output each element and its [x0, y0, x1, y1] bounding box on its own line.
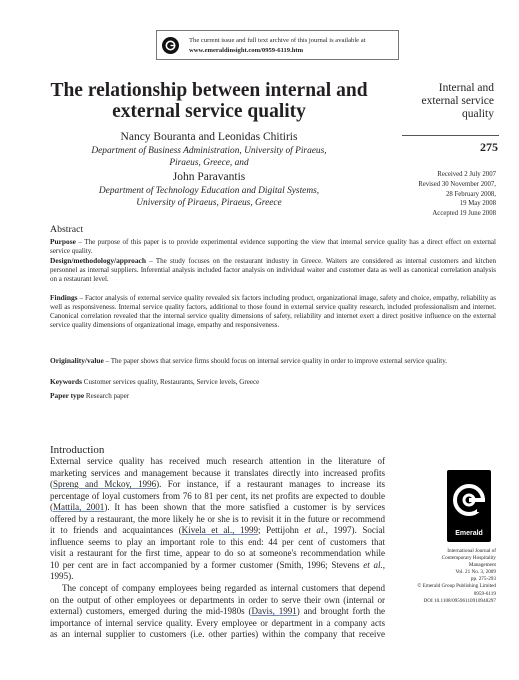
- body-line: (Mattila, 2001). It has been shown that the more satisfied a customer is by services: [50, 502, 386, 513]
- body-line: 1995).: [50, 571, 74, 582]
- body-line: as an internal supplier to customers (i.e. other parties) within the company that receive: [50, 629, 385, 640]
- abstract-purpose: [50, 237, 496, 256]
- keywords-text: Customer services quality, Restaurants, Service levels, Greece: [82, 378, 260, 386]
- body-text: it to friends and acquaintances (: [50, 525, 182, 536]
- body-line: influence seems to play an important role to this end: 44 per cent of customers that: [50, 536, 385, 547]
- keywords: [50, 377, 259, 386]
- submission-dates: [395, 170, 496, 219]
- banner-text: The current issue and full text archive of this journal is available at: [189, 37, 366, 44]
- body-line: on the output of other employees or departments in order to serve their own (internal or: [50, 594, 385, 605]
- keywords-label: Keywords: [50, 377, 83, 386]
- date-line: Received 2 July 2007: [437, 171, 496, 178]
- journal-info-line: pp. 275-293: [470, 576, 496, 583]
- journal-info-line: © Emerald Group Publishing Limited: [417, 583, 496, 590]
- affiliation-2-line-1: Department of Technology Education and Digital Systems,: [98, 186, 320, 196]
- paper-type-text: Research paper: [84, 392, 130, 400]
- body-line: [50, 606, 385, 618]
- body-text: ). It has been shown that the more satisfied a customer is by services: [104, 502, 386, 513]
- body-line: [50, 525, 385, 537]
- running-title-line: external service: [421, 95, 494, 107]
- body-line: importance of internal service quality. Every employee or department in a company acts: [50, 617, 385, 628]
- journal-archive-banner: [156, 30, 399, 60]
- journal-info-line: Vol. 21 No. 3, 2009: [455, 569, 496, 576]
- purpose-label: Purpose: [50, 237, 76, 246]
- body-line: External service quality has received much research attention in the literature of: [50, 456, 385, 466]
- emerald-logo-text: Emerald: [455, 530, 483, 537]
- citation-link[interactable]: Mattila, 2001: [53, 502, 105, 513]
- journal-info-line: International Journal of: [447, 548, 496, 554]
- findings-label: Findings: [50, 293, 78, 302]
- paper-type: [50, 391, 129, 400]
- body-line: The concept of company employees being regarded as internal customers that depend: [62, 583, 385, 594]
- abstract-findings: [50, 293, 496, 330]
- emerald-logo-icon: [162, 37, 179, 54]
- journal-info-line: 0959-6119: [473, 590, 496, 597]
- body-line: (Spreng and Mckoy, 1996). For instance, if a restaurant manages to increase its: [50, 479, 385, 490]
- introduction-heading: Introduction: [50, 444, 105, 456]
- purpose-text: – The purpose of this paper is to provide experimental evidence supporting the view that internal service quality has a direct effect on external service quality.: [50, 238, 496, 256]
- journal-info-line: Management: [468, 562, 496, 569]
- design-text: – The study focuses on the restaurant industry in Greece. Waiters are considered as internal customers and kitchen personnel as internal suppliers. Inferential analysis included factor analysis on individual waiter and customer data as well as canonical correlation analysis on a restaurant level.: [50, 257, 496, 284]
- citation-link[interactable]: Davis, 1991: [251, 606, 297, 617]
- body-line: offered by a restaurant, the more likely he or she is to revisit it in the future or recommend: [50, 513, 385, 524]
- citation-link[interactable]: Spreng and Mckoy, 1996: [53, 479, 157, 490]
- body-text: ) and brought forth the: [296, 606, 386, 617]
- abstract-originality: [50, 356, 496, 366]
- body-text: , 1997). Social: [325, 525, 385, 536]
- abstract-design: [50, 256, 496, 284]
- date-line: Revised 30 November 2007,: [418, 180, 496, 188]
- banner-url-link[interactable]: www.emeraldinsight.com/0959-6119.htm: [189, 47, 304, 54]
- body-text: 10 per cent are in fact accompanied by a former customer (Smith, 1996; Stevens: [50, 559, 364, 570]
- body-line: visit a restaurant for the first time, appear to do so at someone's recommendation while: [50, 548, 385, 559]
- body-text: et al.: [304, 525, 326, 536]
- introduction-body: [50, 456, 385, 641]
- journal-info-line: DOI 10.1108/09596110910948297: [423, 597, 496, 604]
- author-names-2: John Paravantis: [172, 171, 246, 183]
- running-title: [402, 82, 494, 121]
- date-line: Accepted 19 June 2008: [432, 210, 496, 218]
- design-label: Design/methodology/approach: [50, 256, 146, 265]
- body-text: ,: [382, 559, 386, 570]
- paper-type-label: Paper type: [50, 391, 85, 400]
- originality-label: Originality/value: [50, 356, 104, 365]
- page-number: 275: [480, 140, 498, 154]
- date-line: 28 February 2008,: [445, 190, 496, 198]
- body-text: external) customers, emerged during the mid-1980s (: [50, 606, 252, 617]
- affiliation-1-line-1: Department of Business Administration, University of Piraeus,: [91, 146, 327, 156]
- body-text: ). For instance, if a restaurant manages to increase its: [156, 479, 385, 490]
- running-title-line: Internal and: [438, 82, 494, 94]
- journal-info-line: Contemporary Hospitality: [441, 555, 496, 562]
- body-line: percentage of loyal customers from 76 to 81 per cent, its net profits are expected to double: [50, 490, 385, 501]
- divider: [402, 135, 499, 136]
- citation-link[interactable]: Kivela et al., 1999: [181, 525, 259, 536]
- body-line: marketing services and management because it translates directly into increased profits: [50, 467, 385, 478]
- date-line: 19 May 2008: [459, 200, 496, 208]
- journal-citation-info: [380, 548, 496, 605]
- findings-text: – Factor analysis of external service quality revealed six factors including product, organizational image, safety and choice, empathy, reliability as well as responsiveness. Internal service quality factors, additional to those found in external service quality research, included professionalism and internet. Canonical correlation revealed that the internal service quality dimensions of safety, reliability and internet exert a direct positive influence on the external service quality dimensions of organizational image, empathy and responsiveness.: [50, 294, 496, 330]
- running-title-line: quality: [462, 108, 494, 120]
- body-text: et al.: [363, 559, 383, 570]
- originality-text: – The paper shows that service firms should focus on internal service quality in order to improve external service quality.: [103, 357, 448, 365]
- emerald-publisher-logo: [447, 470, 491, 542]
- emerald-e-icon: [447, 474, 491, 530]
- affiliation-2-line-2: University of Piraeus, Piraeus, Greece: [136, 198, 282, 208]
- paper-title: The relationship between internal and external service quality: [50, 80, 368, 122]
- author-names-1: Nancy Bouranta and Leonidas Chitiris: [120, 131, 298, 143]
- body-text: ; Pettijohn: [258, 525, 305, 536]
- affiliation-1-line-2: Piraeus, Greece, and: [169, 158, 249, 168]
- body-line: [50, 560, 385, 572]
- abstract-heading: Abstract: [50, 224, 84, 235]
